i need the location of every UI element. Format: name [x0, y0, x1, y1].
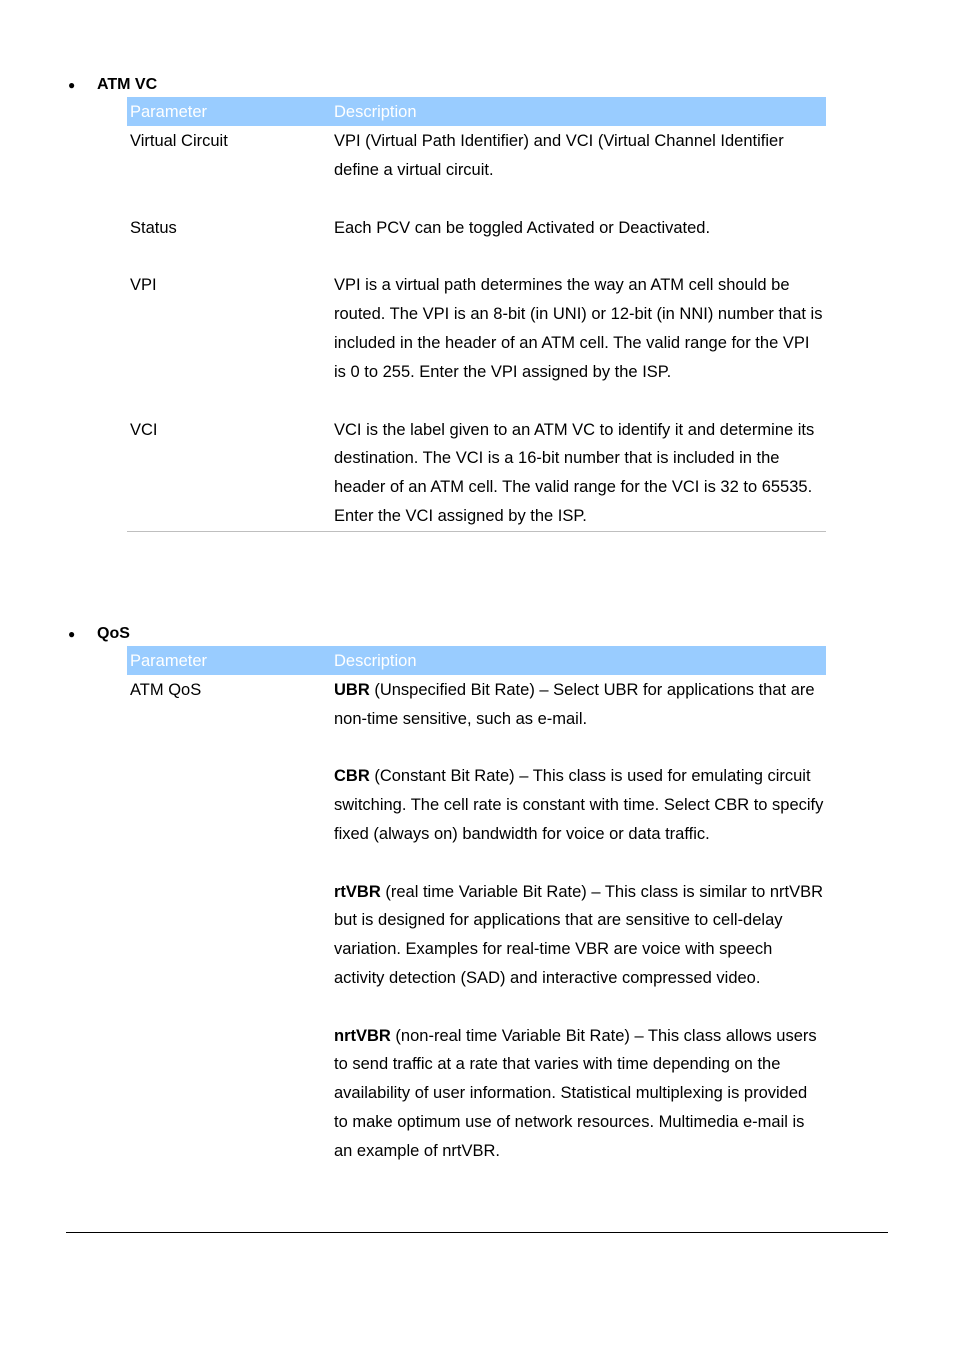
header-parameter: Parameter: [130, 103, 208, 121]
header-parameter: Parameter: [130, 652, 208, 670]
table-row: [127, 127, 826, 185]
bullet-icon: ●: [68, 627, 76, 641]
rtvbr-description: (real time Variable Bit Rate) – This class is similar to nrtVBR but is designed for applications that are sensitive to cell-delay variation. Examples for real-time VBR are voice with speech activity detection (SAD) and interactive compressed video.: [334, 882, 824, 987]
row-parameter: Virtual Circuit: [130, 132, 228, 150]
atm-vc-table: [127, 97, 826, 532]
qos-table: [127, 646, 826, 1166]
row-description: Each PCV can be toggled Activated or Deactivated.: [334, 218, 711, 237]
bullet-icon: ●: [68, 78, 76, 92]
qos-rtvbr-paragraph: [334, 878, 824, 993]
row-description: VPI is a virtual path determines the way an ATM cell should be routed. The VPI is an 8-bit (in UNI) or 12-bit (in NNI) number that is included in the header of an ATM cell. The valid range for the VPI is 0 to 255. Enter the VPI assigned by the ISP.: [334, 276, 823, 381]
table-row: [127, 271, 826, 386]
row-description: VCI is the label given to an ATM VC to identify it and determine its destination. The VCI is a 16-bit number that is included in the header of an ATM cell. The valid range for the VCI is 32 to 65535. Enter the VCI assigned by the ISP.: [334, 420, 815, 525]
table-row: [127, 416, 826, 532]
row-parameter: VPI: [130, 276, 157, 295]
term-ubr: UBR: [334, 681, 370, 699]
nrtvbr-description: (non-real time Variable Bit Rate) – This class allows users to send traffic at a rate that varies with time depending on the availability of user information. Statistical multiplexing is provided to make optimum use of network resources. Multimedia e-mail is an example of nrtVBR.: [334, 1026, 817, 1160]
table-header: [127, 97, 826, 126]
section-title-qos: [68, 624, 130, 644]
section-title-text: ATM VC: [97, 76, 158, 93]
table-header: [127, 646, 826, 675]
qos-ubr-paragraph: [334, 676, 824, 734]
qos-nrtvbr-paragraph: [334, 1022, 824, 1166]
row-description: VPI (Virtual Path Identifier) and VCI (Virtual Channel Identifier define a virtual circuit.: [334, 132, 784, 179]
term-rtvbr: rtVBR: [334, 882, 381, 901]
header-description: Description: [334, 103, 417, 121]
table-row: [127, 676, 826, 1166]
section-title-atm-vc: [68, 75, 157, 95]
table-row: [127, 214, 826, 243]
cbr-description: (Constant Bit Rate) – This class is used for emulating circuit switching. The cell rate is constant with time. Select CBR to specify fixed (always on) bandwidth for voice or data traffic.: [334, 767, 824, 843]
term-cbr: CBR: [334, 767, 370, 786]
header-description: Description: [334, 652, 417, 670]
section-title-text: QoS: [97, 625, 130, 642]
row-parameter: Status: [130, 218, 177, 237]
term-nrtvbr: nrtVBR: [334, 1026, 391, 1045]
qos-cbr-paragraph: [334, 762, 824, 848]
page-bottom-rule: [66, 1232, 888, 1233]
row-parameter: ATM QoS: [130, 681, 202, 699]
row-parameter: VCI: [130, 420, 158, 439]
ubr-description: (Unspecified Bit Rate) – Select UBR for applications that are non-time sensitive, such as e-mail.: [334, 681, 815, 728]
